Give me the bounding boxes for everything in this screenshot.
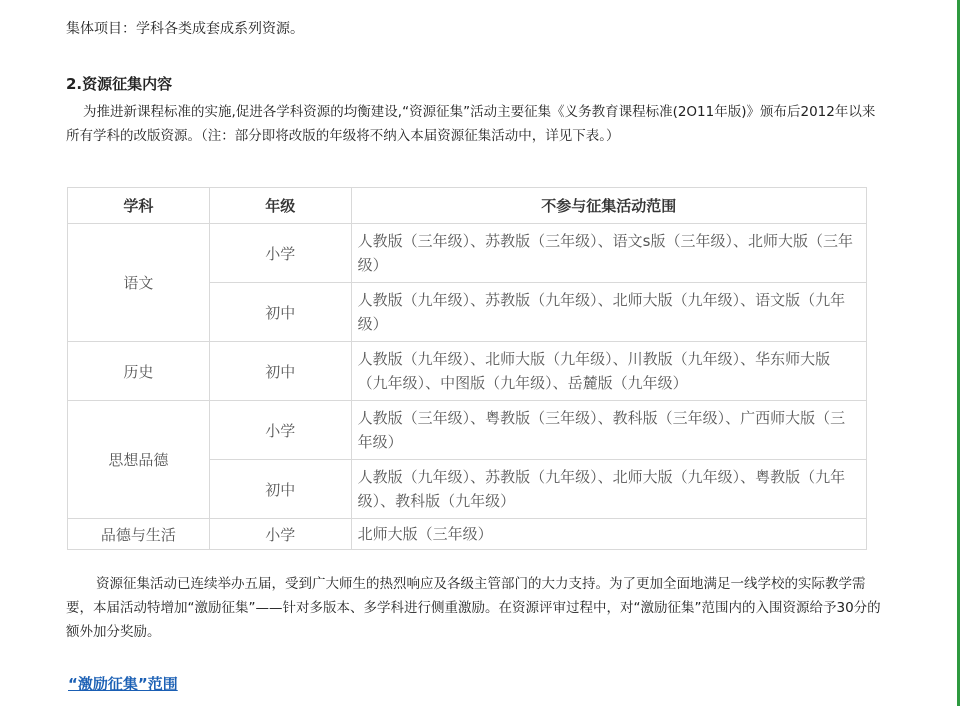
cell-range: 北师大版（三年级） [351,519,866,550]
header-subject: 学科 [68,188,210,224]
table-row [68,342,867,401]
header-range: 不参与征集活动范围 [351,188,866,224]
incentive-paragraph [66,572,886,644]
incentive-paragraph-text: 资源征集活动已连续举办五届，受到广大师生的热烈响应及各级主管部门的大力支持。为了更加全面地满足一线学校的实际教学需要，本届活动特增加“激励征集”——针对多版本、多学科进行侧重激励。在资源评审过程中，对“激励征集”范围内的入围资源给予30分的额外加分奖励。 [66,576,881,640]
cell-grade: 小学 [209,519,351,550]
intro-paragraph-text: 为推进新课程标准的实施,促进各学科资源的均衡建设,“资源征集”活动主要征集《义务教育课程标准(2O11年版)》颁布后2012年以来所有学科的改版资源。（注：部分即将改版的年级将不纳入本届资源征集活动中，详见下表。） [66,104,876,144]
incentive-scope-link[interactable]: “激励征集”范围 [68,675,178,693]
table-header-row [68,188,867,224]
cell-range: 人教版（三年级）、粤教版（三年级）、教科版（三年级）、广西师大版（三年级） [351,401,866,460]
cell-subject: 品德与生活 [68,519,210,550]
cell-range: 人教版（九年级）、北师大版（九年级）、川教版（九年级）、华东师大版（九年级）、中图版（九年级）、岳麓版（九年级） [351,342,866,401]
cell-range: 人教版（九年级）、苏教版（九年级）、北师大版（九年级）、粤教版（九年级）、教科版（九年级） [351,460,866,519]
cell-subject: 历史 [68,342,210,401]
table-row [68,519,867,550]
header-grade: 年级 [209,188,351,224]
cell-subject: 思想品德 [68,401,210,519]
cell-grade: 初中 [209,283,351,342]
intro-line: 集体项目：学科各类成套成系列资源。 [66,21,304,37]
cell-grade: 小学 [209,224,351,283]
cell-subject: 语文 [68,224,210,342]
table-row [68,401,867,460]
cell-grade: 初中 [209,342,351,401]
exclusion-table [67,187,867,550]
cell-range: 人教版（九年级）、苏教版（九年级）、北师大版（九年级）、语文版（九年级） [351,283,866,342]
intro-paragraph [66,100,876,148]
cell-grade: 小学 [209,401,351,460]
cell-range: 人教版（三年级）、苏教版（三年级）、语文s版（三年级）、北师大版（三年级） [351,224,866,283]
section-heading: 2.资源征集内容 [66,75,173,93]
table-row [68,224,867,283]
cell-grade: 初中 [209,460,351,519]
